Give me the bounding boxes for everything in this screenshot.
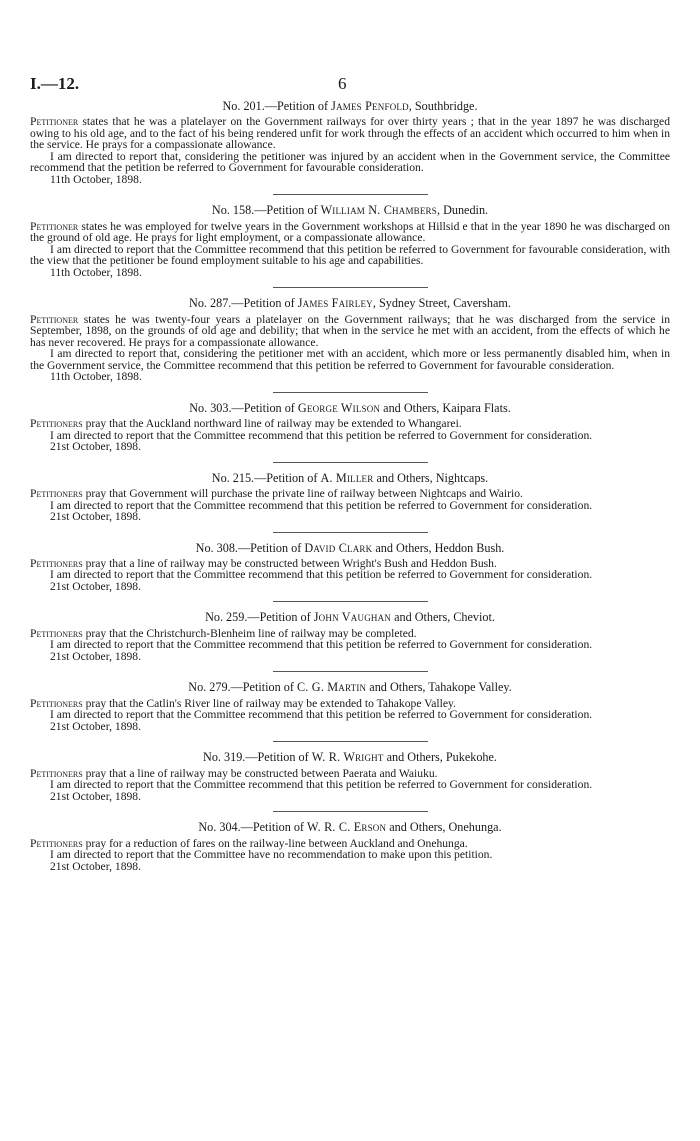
report-date: 21st October, 1898. <box>50 579 141 593</box>
page-header <box>30 74 670 94</box>
petition-title: No. 287.—Petition of James Fairley, Sydney Street, Caversham. <box>189 296 511 311</box>
section-divider <box>273 671 428 672</box>
report-date: 11th October, 1898. <box>50 172 142 186</box>
petitioner-name: James Fairley <box>297 296 373 311</box>
petition-entry <box>30 542 670 593</box>
committee-report: I am directed to report that the Committee recommend that this petition be referred to Government for favourable consideration, with the view that the petitioner be found employment suitable to his age and capabilities. <box>30 242 670 268</box>
petition-statement: Petitioners pray that the Catlin's River line of railway may be extended to Tahakope Valley. <box>30 696 456 710</box>
committee-report: I am directed to report that, considering the petitioner was injured by an accident when in the Government service, the Committee recommend that the petition be referred to Government for favourable consideration. <box>30 149 670 175</box>
petitioner-name: John Vaughan <box>313 610 392 625</box>
committee-report: I am directed to report that the Committee recommend that this petition be referred to Government for consideration. <box>50 638 593 652</box>
petition-entry <box>30 297 670 382</box>
petition-entry <box>30 681 670 732</box>
petition-statement: Petitioners pray for a reduction of fares on the railway-line between Auckland and Onehunga. <box>30 836 468 850</box>
section-divider <box>273 601 428 602</box>
petitioner-name: W. R. Wright <box>311 750 384 765</box>
committee-report: I am directed to report that, considering the petitioner met with an accident, which more or less permanently disabled him, when in the Government service, the Committee recommend that this petition be referred to Government for favourable consideration. <box>30 347 670 372</box>
committee-report: I am directed to report that the Committee recommend that this petition be referred to Government for consideration. <box>50 778 593 792</box>
petition-title: No. 319.—Petition of W. R. Wright and Others, Pukekohe. <box>203 750 497 765</box>
petitions-list <box>30 100 670 872</box>
petitioner-name: George Wilson <box>297 400 381 415</box>
petition-entry <box>30 751 670 802</box>
petition-statement: Petitioner states he was twenty-four years a platelayer on the Government railways; that he was discharged from the service in September, 1898, on the grounds of old age and debility; that when in the service he met with an accident, from the effects of which he has never recovered. He prays for a compassionate allowance. <box>30 312 670 349</box>
paper-reference: I.—12. <box>30 74 80 93</box>
report-date: 11th October, 1898. <box>50 265 142 279</box>
petition-title: No. 304.—Petition of W. R. C. Erson and Others, Onehunga. <box>198 820 502 835</box>
section-divider <box>273 462 428 463</box>
petition-title: No. 201.—Petition of James Penfold, Southbridge. <box>222 99 478 113</box>
petition-title: No. 303.—Petition of George Wilson and Others, Kaipara Flats. <box>189 400 511 415</box>
section-divider <box>273 287 428 288</box>
section-divider <box>273 532 428 533</box>
petitioner-name: W. R. C. Erson <box>307 820 387 835</box>
committee-report: I am directed to report that the Committee recommend that this petition be referred to Government for consideration. <box>50 498 593 512</box>
report-date: 21st October, 1898. <box>50 859 141 873</box>
petition-entry <box>30 472 670 523</box>
petition-statement: Petitioners pray that a line of railway may be constructed between Paerata and Waiuku. <box>30 766 438 780</box>
report-date: 21st October, 1898. <box>50 510 141 524</box>
petition-statement: Petitioners pray that a line of railway may be constructed between Wright's Bush and Heddon Bush. <box>30 556 497 570</box>
petition-statement: Petitioners pray that Government will purchase the private line of railway between Nightcaps and Wairio. <box>30 487 523 501</box>
report-date: 21st October, 1898. <box>50 440 141 454</box>
section-divider <box>273 741 428 742</box>
petition-statement: Petitioners pray that the Auckland northward line of railway may be extended to Whangarei. <box>30 417 462 431</box>
petitioner-name: C. G. Martin <box>296 680 367 695</box>
section-divider <box>273 811 428 812</box>
petition-statement: Petitioners pray that the Christchurch-Blenheim line of railway may be completed. <box>30 626 417 640</box>
committee-report: I am directed to report that the Committee recommend that this petition be referred to Government for consideration. <box>50 708 593 722</box>
petition-statement: Petitioner states that he was a platelayer on the Government railways for over thirty years ; that in the year 1897 he was discharged owing to his old age, and to the fact of his being rendered unfit for work through the effects of an accident which occurred to him when in the service. He prays for a compassionate allowance. <box>30 115 670 152</box>
petitioner-name: A. Miller <box>320 470 374 485</box>
report-date: 11th October, 1898. <box>50 370 142 384</box>
petition-entry <box>30 204 670 278</box>
petition-statement: Petitioner states he was employed for twelve years in the Government workshops at Hillsid e that in the year 1890 he was discharged on the ground of old age. He prays for light employment, or a compassionate allowance. <box>30 219 670 245</box>
report-date: 21st October, 1898. <box>50 719 141 733</box>
petition-title: No. 259.—Petition of John Vaughan and Others, Cheviot. <box>205 610 495 625</box>
petitioner-name: William N. Chambers <box>320 203 437 218</box>
committee-report: I am directed to report that the Committee recommend that this petition be referred to Government for consideration. <box>50 428 593 442</box>
petitioner-name: David Clark <box>304 540 373 555</box>
committee-report: I am directed to report that the Committee have no recommendation to make upon this petition. <box>50 848 493 862</box>
section-divider <box>273 194 428 195</box>
report-date: 21st October, 1898. <box>50 789 141 803</box>
section-divider <box>273 392 428 393</box>
petition-entry <box>30 100 670 185</box>
report-date: 21st October, 1898. <box>50 649 141 663</box>
petition-entry <box>30 611 670 662</box>
page-number: 6 <box>338 74 347 93</box>
petition-title: No. 158.—Petition of William N. Chambers, Dunedin. <box>211 203 489 218</box>
petition-entry <box>30 821 670 872</box>
committee-report: I am directed to report that the Committee recommend that this petition be referred to Government for consideration. <box>50 568 593 582</box>
petition-title: No. 215.—Petition of A. Miller and Others, Nightcaps. <box>211 470 489 485</box>
petitioner-name: James Penfold <box>331 99 409 113</box>
petition-title: No. 279.—Petition of C. G. Martin and Others, Tahakope Valley. <box>188 680 512 695</box>
petition-title: No. 308.—Petition of David Clark and Others, Heddon Bush. <box>195 540 505 555</box>
petition-entry <box>30 402 670 453</box>
